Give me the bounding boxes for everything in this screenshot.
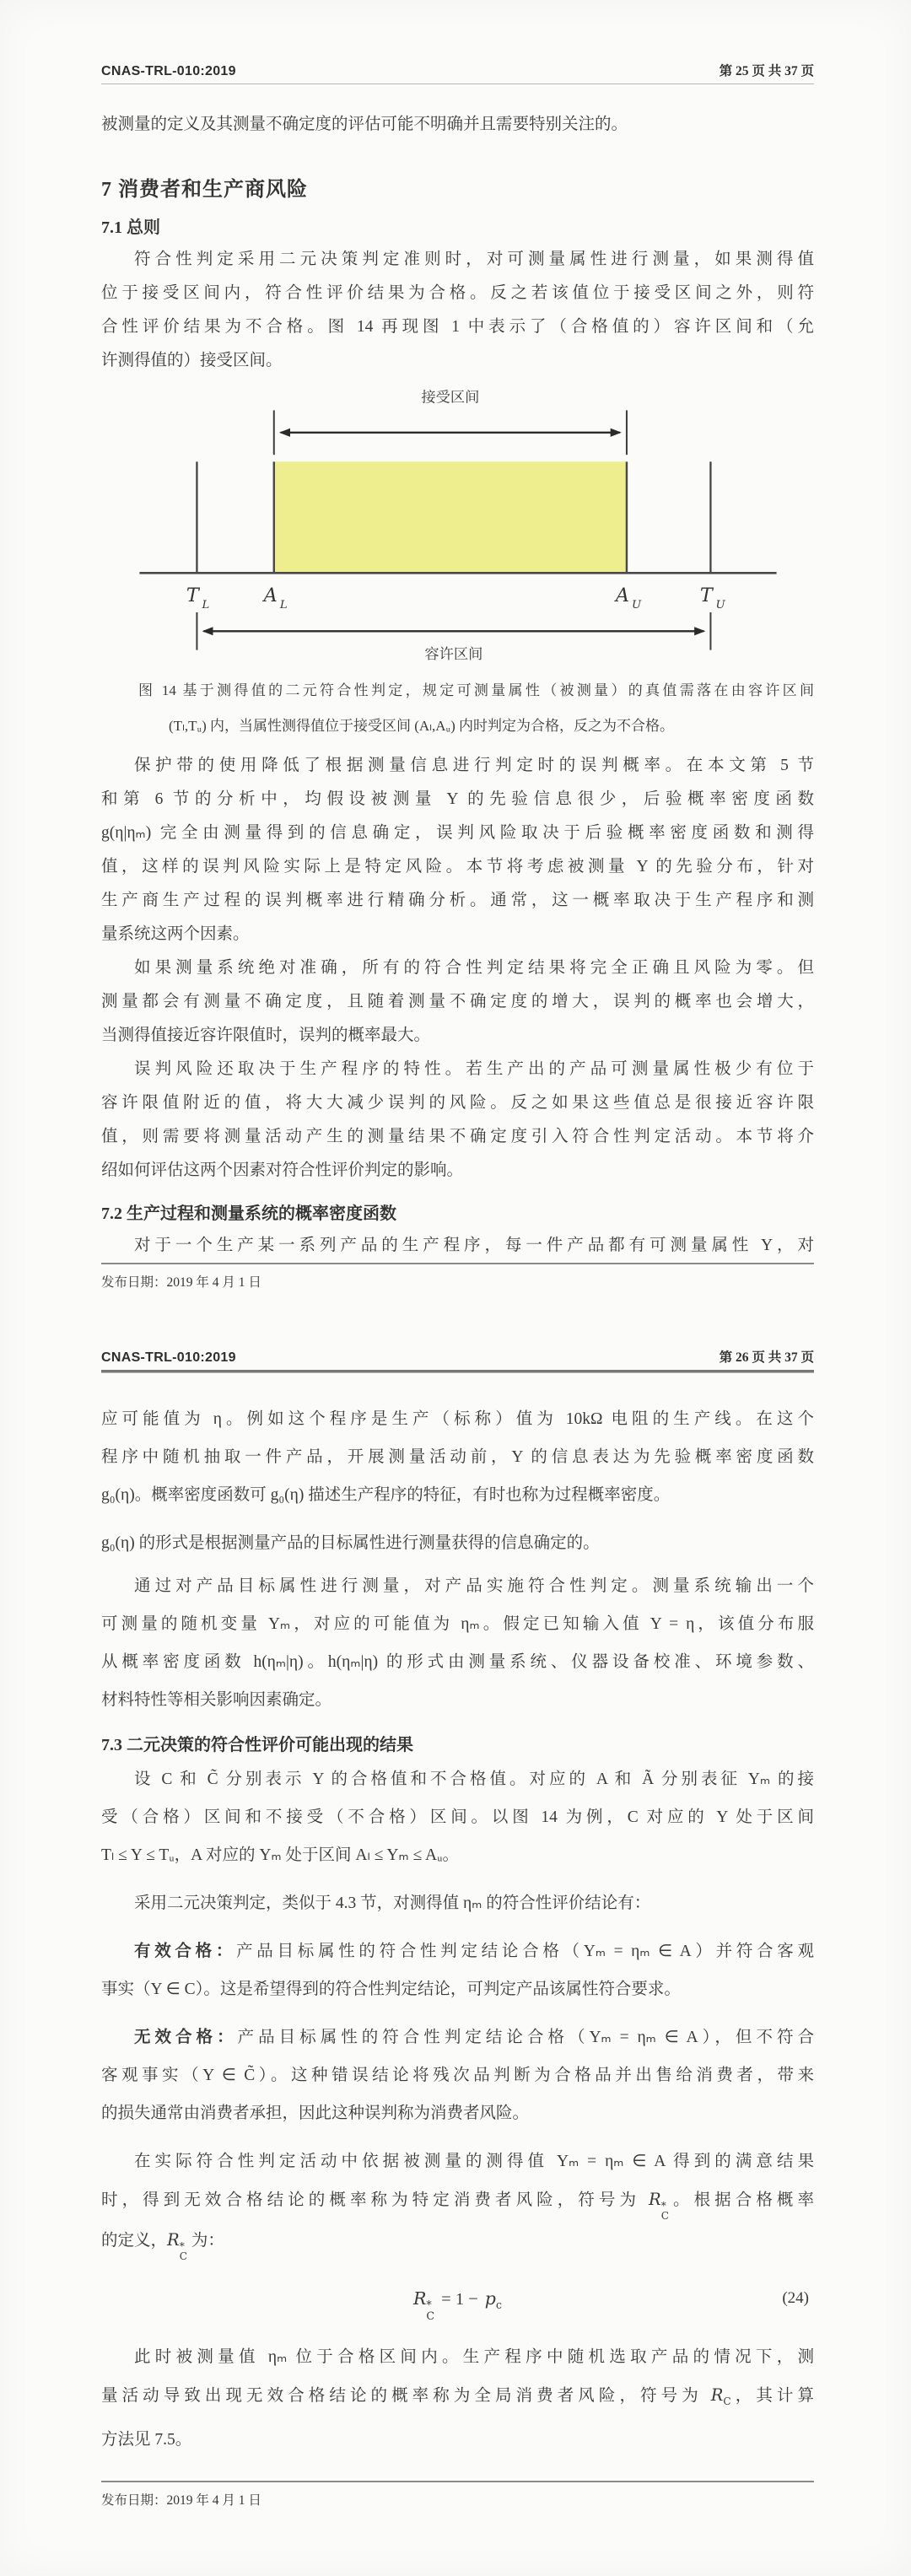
text-line-definition [101,2221,814,2261]
text-line: 值，则需要将测量活动产生的测量结果不确定度引入符合性判定活动。本节将介 [101,1127,814,1145]
figure-14-diagram [116,386,800,662]
risk-superscript: * [660,2200,666,2212]
risk-symbol-R: R [412,2288,427,2309]
al-label: A [263,584,278,606]
risk-symbol-R: R [167,2230,180,2250]
text-line: 合性评价结果为不合格。图 14 再现图 1 中表示了（合格值的）容许区间和（允 [101,318,814,336]
page-26-header [101,1269,814,1366]
caption-line: 图 14 基于测得值的二元符合性判定，规定可测量属性（被测量）的真值需落在由容许区间 [138,682,814,698]
text-line-global-risk [101,2376,814,2421]
risk-subscript: C [179,2250,187,2263]
line-text: 产品目标属性的符合性判定结论合格（Yₘ = ηₘ ∈ A），但不符合 [237,2029,814,2046]
footer-rule [101,1263,814,1265]
text-line: 材料特性等相关影响因素确定。 [101,1691,332,1709]
risk-subscript: C [660,2210,669,2223]
equation-24 [101,2284,814,2322]
text-line: 在实际符合性判定活动中依据被测量的测得值 Yₘ = ηₘ ∈ A 得到的满意结果 [134,2153,814,2170]
caption-line: (Tₗ,Tᵤ) 内，当属性测得值位于接受区间 (Aₗ,Aᵤ) 内时判定为合格，反之为不合格。 [169,717,674,734]
page-number: 第 26 页 共 37 页 [719,1350,814,1365]
page-number: 第 25 页 共 37 页 [719,64,814,78]
section-7-3-heading: 7.3 二元决策的符合性评价可能出现的结果 [101,1736,413,1754]
tl-subscript: L [202,598,209,612]
tl-label: T [186,584,199,606]
text-line: 值，这样的误判风险实际上是特定风险。本节将考虑被测量 Y 的先验分布，针对 [101,857,814,876]
risk-superscript: * [179,2240,185,2253]
text-line: 可测量的随机变量 Yₘ，对应的可能值为 ηₘ。假定已知输入值 Y = η，该值分布服 [101,1615,814,1633]
line-text: 的定义， [101,2232,168,2250]
line-text: 产品目标属性的符合性判定结论合格（Yₘ = ηₘ ∈ A）并符合客观 [236,1943,814,1960]
document-code: CNAS-TRL-010:2019 [101,1350,236,1365]
text-line: 保护带的使用降低了根据测量信息进行判定时的误判概率。在本文第 5 节 [134,756,814,774]
section-7-heading: 7 消费者和生产商风险 [101,179,308,201]
risk-superscript: * [426,2298,432,2311]
probability-subscript: c [495,2298,503,2311]
text-line: 事实（Y ∈ C）。这是希望得到的符合性判定结论，可判定产品该属性符合要求。 [101,1981,681,1998]
invalid-pass-lead: 无效合格： [134,2029,238,2046]
text-line: 设 C 和 C̃ 分别表示 Y 的合格值和不合格值。对应的 A 和 Ã 分别表征 Yₘ 的接 [134,1770,814,1788]
risk-symbol-scripts [426,2300,434,2321]
line-text: 量活动导致出现无效合格结论的概率称为全局消费者风险，符号为 [101,2387,711,2406]
text-line: 采用二元决策判定，类似于 4.3 节，对测得值 ηₘ 的符合性评价结论有： [134,1894,651,1912]
line-text: 时，得到无效合格结论的概率称为特定消费者风险，符号为 [101,2191,649,2209]
acceptance-band [274,461,625,573]
text-line: 此时被测量值 ηₘ 位于合格区间内。生产程序中随机选取产品的情况下，测 [134,2348,814,2367]
tu-subscript: U [715,598,725,612]
risk-subscript: C [723,2395,731,2408]
text-line: 生产商生产过程的误判概率进行精确分析。通常，这一概率取决于生产程序和测 [101,891,814,909]
page-26 [0,1269,911,2576]
document-code: CNAS-TRL-010:2019 [101,64,236,78]
al-subscript: L [279,598,288,612]
risk-symbol-R: R [710,2385,724,2406]
line-text: ，其计算 [730,2387,814,2406]
valid-pass-lead: 有效合格： [134,1943,237,1960]
text-line: 如果测量系统绝对准确，所有的符合性判定结果将完全正确且风险为零。但 [134,958,814,977]
page-25-content [101,84,814,1263]
equation-number: (24) [782,2288,809,2307]
text-line: 符合性判定采用二元决策判定准则时，对可测量属性进行测量，如果测得值 [134,251,814,268]
text-line: 方法见 7.5。 [101,2431,192,2449]
figure-14 [101,386,814,666]
equation-operator: = 1 − [441,2289,478,2309]
text-line: 和第 6 节的分析中，均假设被测量 Y 的先验信息很少，后验概率密度函数 [101,790,814,808]
line-text: 为： [186,2232,224,2250]
text-line: 绍如何评估这两个因素对符合性评价判定的影响。 [101,1161,464,1179]
risk-symbol-R: R [649,2190,661,2209]
equation-24-body [412,2288,503,2322]
text-line: 从概率密度函数 h(ηₘ|η)。h(ηₘ|η) 的形式由测量系统、仪器设备校准、环境参数、 [101,1653,814,1671]
footer-rule [101,2481,814,2483]
text-line: 应可能值为 η。例如这个程序是生产（标称）值为 10kΩ 电阻的生产线。在这个 [101,1410,814,1428]
text-line: 通过对产品目标属性进行测量，对产品实施符合性判定。测量系统输出一个 [134,1577,814,1595]
risk-symbol-scripts [661,2201,669,2221]
text-line: 受（合格）区间和不接受（不合格）区间。以图 14 为例，C 对应的 Y 处于区间 [101,1808,814,1826]
text-line: 对于一个生产某一系列产品的生产程序，每一件产品都有可测量属性 Y，对 [134,1236,814,1254]
text-line: 客观事实（Y ∈ C̃）。这种错误结论将残次品判断为合格品并出售给消费者，带来 [101,2067,814,2084]
text-line-specific-risk [101,2180,814,2221]
publish-date: 发布日期：2019 年 4 月 1 日 [101,2493,261,2508]
page-25-header [101,0,814,79]
publish-date: 发布日期：2019 年 4 月 1 日 [101,1275,261,1291]
tolerance-interval-label: 容许区间 [423,645,482,662]
risk-subscript: C [426,2309,435,2322]
text-line: 误判风险还取决于生产程序的特性。若生产出的产品可测量属性极少有位于 [134,1059,814,1078]
text-line: 测量都会有测量不确定度，且随着测量不确定度的增大，误判的概率也会增大， [101,992,814,1010]
page-26-content [101,1373,814,2459]
au-label: A [615,584,629,606]
acceptance-interval-label: 接受区间 [420,389,479,406]
text-line: Tₗ ≤ Y ≤ Tᵤ，A 对应的 Yₘ 处于区间 Aₗ ≤ Yₘ ≤ Aᵤ。 [101,1846,460,1864]
text-line: 位于接受区间内，符合性评价结果为合格。反之若该值位于接受区间之外，则符 [101,284,814,302]
section-7-2-heading: 7.2 生产过程和测量系统的概率密度函数 [101,1204,396,1223]
risk-symbol-scripts [180,2241,187,2261]
text-line: 许测得值的）接受区间。 [101,352,283,369]
text-line: 的损失通常由消费者承担，因此这种误判称为消费者风险。 [101,2104,530,2122]
au-subscript: U [631,598,641,612]
text-line: 程序中随机抽取一件产品，开展测量活动前，Y 的信息表达为先验概率密度函数 [101,1448,814,1466]
figure-14-caption [101,673,814,744]
tu-label: T [699,584,713,606]
text-line: 量系统这两个因素。 [101,924,250,943]
page-26-footer [101,2481,814,2576]
text-line: 容许限值附近的值，将大大减少误判的风险。反之如果这些值总是很接近容许限 [101,1093,814,1112]
text-line-invalid-pass [101,2018,814,2056]
section-7-1-heading: 7.1 总则 [101,218,160,237]
text-line: 被测量的定义及其测量不确定度的评估可能不明确并且需要特别关注的。 [101,116,628,133]
text-line: g₀(η) 的形式是根据测量产品的目标属性进行测量获得的信息确定的。 [101,1534,600,1552]
probability-symbol-p: p [484,2288,496,2309]
line-text: 。根据合格概率 [668,2191,814,2209]
text-line: g(η|ηₘ) 完全由测量得到的信息确定，误判风险取决于后验概率密度函数和测得 [101,823,814,842]
text-line: g₀(η)。概率密度函数可 g₀(η) 描述生产程序的特征，有时也称为过程概率密度。 [101,1486,671,1504]
text-line: 当测得值接近容许限值时，误判的概率最大。 [101,1026,431,1044]
text-line-valid-pass [101,1932,814,1970]
